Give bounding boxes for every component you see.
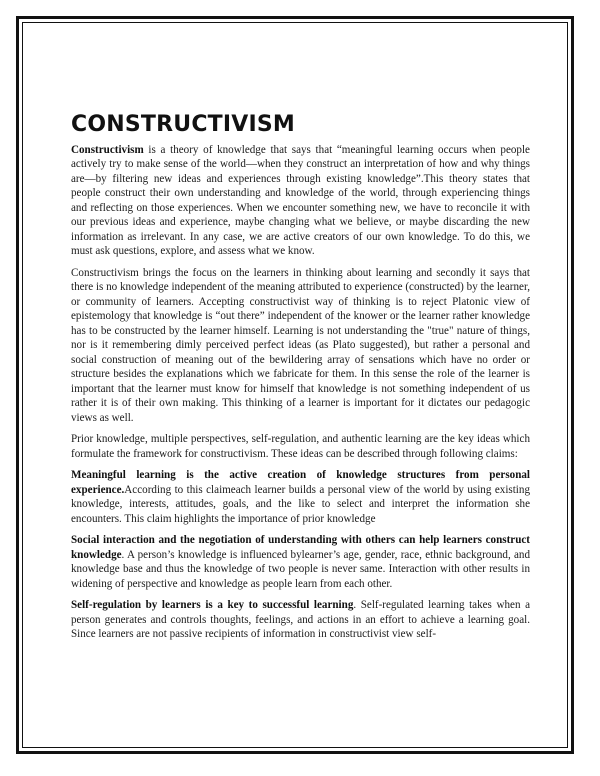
paragraph-definition: [71, 143, 530, 259]
paragraph-focus-on-learners: Constructivism brings the focus on the learners in thinking about learning and secondly it says that there is no knowledge independent of the meaning attributed to experience (constructed) by the learner, or community of learners. Accepting constructivist way of thinking is to reject Platonic view of epistemology that knowledge is “out there” independent of the knower or the learner rather knowledge has to be constructed by the learner himself. Learning is not understanding the "true" nature of things, nor is it remembering dimly perceived perfect ideas (as Plato suggested), but rather a personal and social construction of meaning out of the bewildering array of sensations which have no order or structure besides the explanations which we fabricate for them. In this sense the role of the learner is important that the learner must know for himself that knowledge is not something independent of us rather it is of their own making. This thinking of a learner is important for it dictates our pedagogic views as well.: [71, 266, 530, 424]
claim-social-interaction-text: . A person’s knowledge is influenced bylearner’s age, gender, race, ethnic background, and knowledge base and thus the knowledge of two people is never same. Interaction with other results in widening of perspective and knowledge as people learn from each other.: [71, 548, 530, 590]
claim-social-interaction: Social interaction and the negotiation of understanding with others can help learners construct knowledge: [71, 534, 530, 561]
paragraph-self-regulation: [71, 598, 530, 642]
claim-meaningful-learning: Meaningful learning is the active creation of knowledge structures from personal experience.: [71, 469, 530, 496]
claim-self-regulation-text: . Self-regulated learning takes when a person generates and controls thoughts, feelings, and actions in an effort to achieve a learning goal. Since learners are not passive recipients of information in constructivist view self-: [71, 599, 530, 640]
claim-self-regulation: Self-regulation by learners is a key to successful learning: [71, 599, 354, 611]
claim-meaningful-learning-text: According to this claimeach learner builds a personal view of the world by using existing knowledge, interests, attitudes, goals, and the like to select and interpret the information she encounters. This claim highlights the importance of prior knowledge: [71, 483, 530, 525]
document-body: [71, 112, 530, 649]
paragraph-key-ideas: Prior knowledge, multiple perspectives, self-regulation, and authentic learning are the key ideas which formulate the framework for constructivism. These ideas can be described through following claims:: [71, 433, 530, 460]
paragraph-social-interaction: [71, 533, 530, 591]
paragraph-meaningful-learning: [71, 468, 530, 526]
term-constructivism: Constructivism: [71, 143, 144, 156]
document-title: CONSTRUCTIVISM: [71, 112, 296, 137]
paragraph-definition-text: is a theory of knowledge that says that “meaningful learning occurs when people actively try to make sense of the world—when they construct an interpretation of how and why things are—by filtering new ideas and experiences through existing knowledge”.This theory states that people construct their own understanding and knowledge of the world, through experiencing things and reflecting on those experiences. When we encounter something new, we have to reconcile it with our previous ideas and experience, maybe changing what we believe, or maybe discarding the new information as irrelevant. In any case, we are active creators of our own knowledge. To do this, we must ask questions, explore, and assess what we know.: [71, 143, 530, 257]
